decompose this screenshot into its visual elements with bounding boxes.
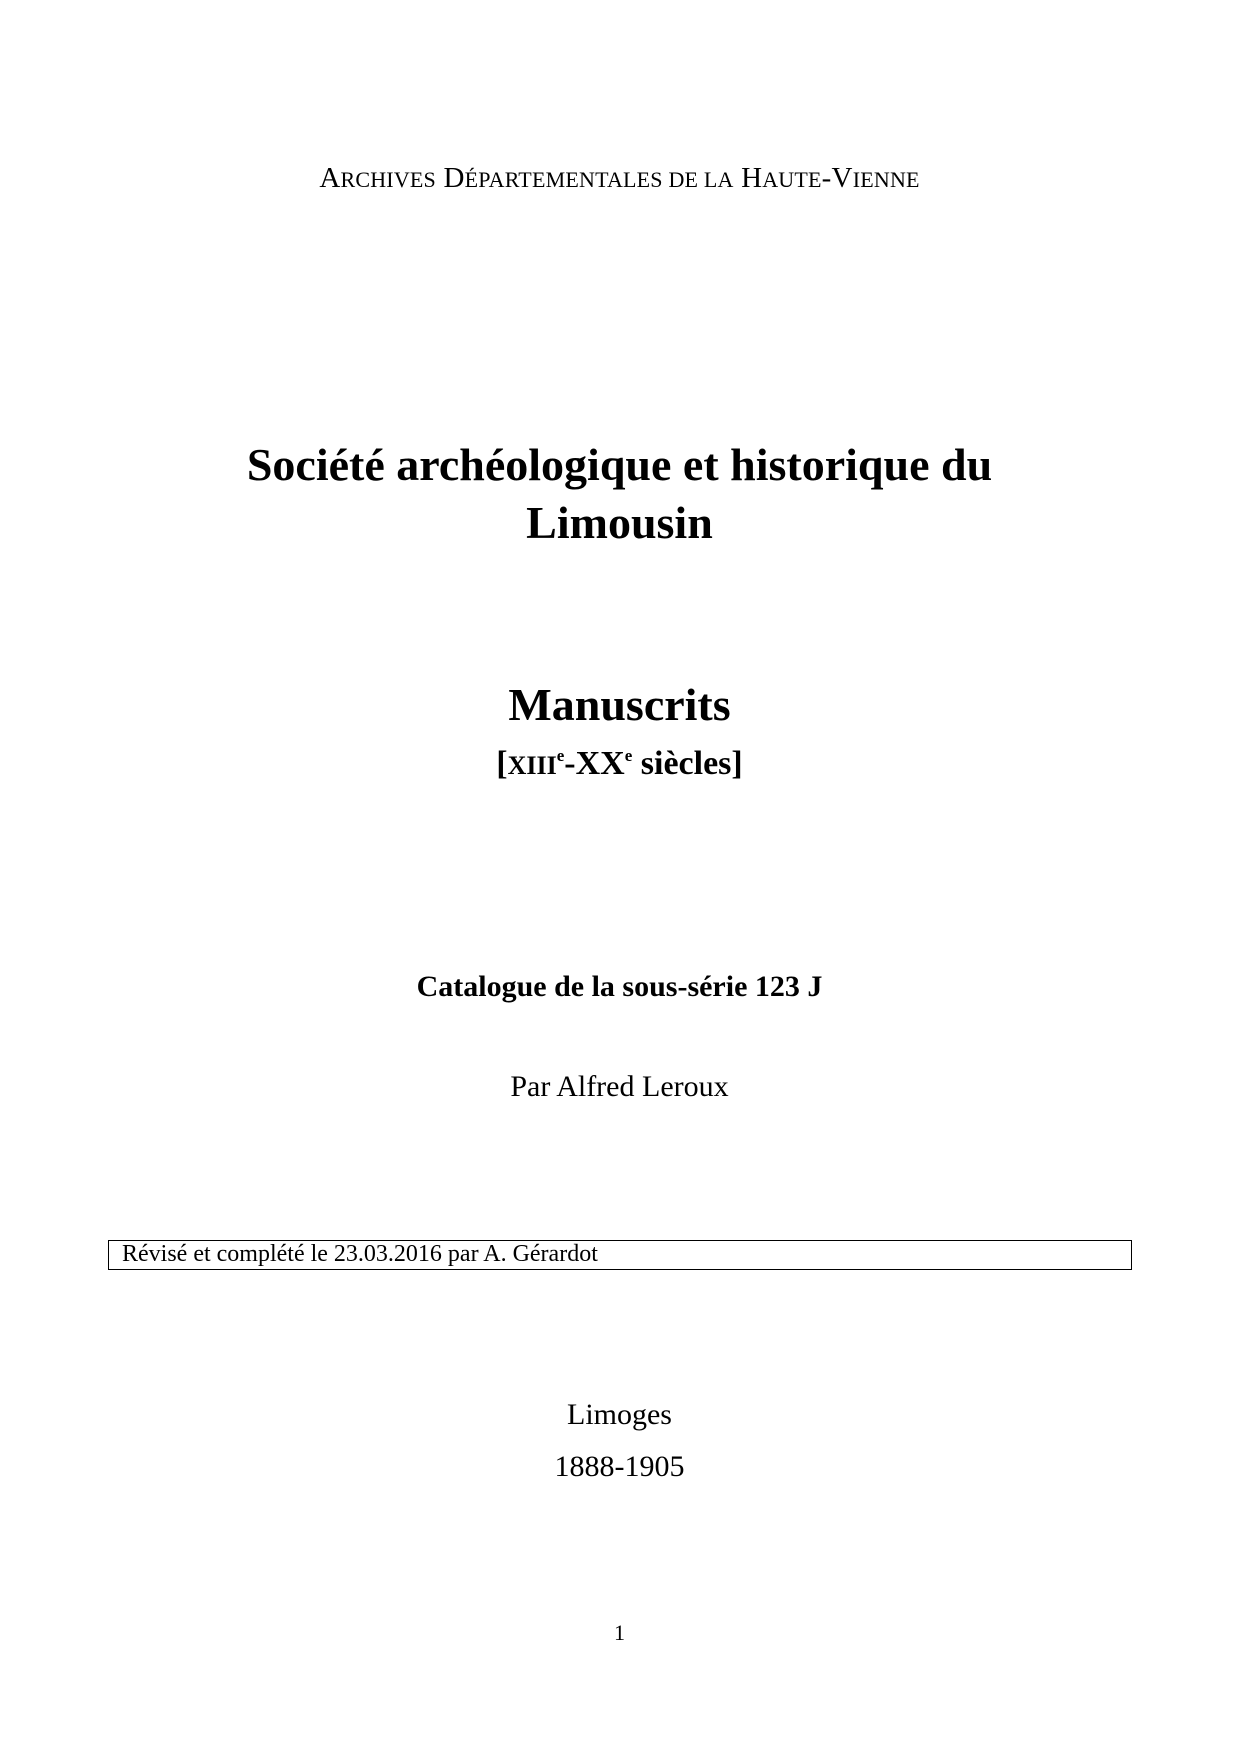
publication-place: Limoges [567,1398,672,1431]
author-line: Par Alfred Leroux [510,1070,729,1103]
period-century-end: XX [575,745,625,782]
publication-dates: 1888-1905 [554,1450,685,1483]
period-sup-start: e [556,746,565,765]
header-rest-3: AUTE [762,167,822,192]
header-initial-1: A [319,162,341,194]
revision-note-text: Révisé et complété le 23.03.2016 par A. Gérardot [122,1241,598,1267]
header-initial-3: H [741,162,763,194]
period-open-bracket: [ [496,745,508,782]
header-rest-2: ÉPARTEMENTALES DE LA [464,167,734,192]
revision-note-box [108,1240,1132,1270]
period-rest: siècles] [632,745,743,782]
period-dash: - [564,745,576,782]
header-rest-4: IENNE [852,167,920,192]
archives-header [0,162,1239,195]
document-title [0,436,1239,552]
header-initial-4: -V [821,162,853,194]
header-rest-1: RCHIVES [340,167,436,192]
title-line-2: Limousin [526,497,713,548]
document-subtitle: Manuscrits [508,679,731,730]
period-sup-end: e [624,746,633,765]
page-number: 1 [614,1620,625,1645]
header-initial-2: D [443,162,465,194]
period-century-start: XIII [507,751,557,780]
title-line-1: Société archéologique et historique du [246,439,993,490]
period-range [0,745,1239,783]
catalogue-subtitle: Catalogue de la sous-série 123 J [416,970,823,1003]
